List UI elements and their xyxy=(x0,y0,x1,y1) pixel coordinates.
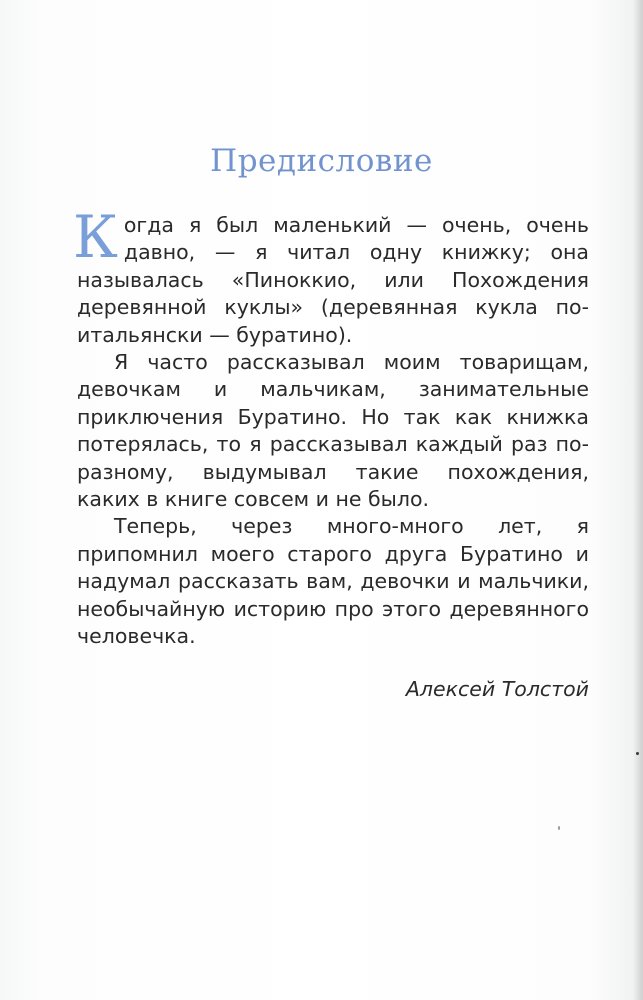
page-title: Предисловие xyxy=(210,143,433,179)
page-edge-shadow xyxy=(633,0,643,1000)
author-signature: Алексей Толстой xyxy=(405,677,589,701)
paragraph-1 xyxy=(73,203,589,349)
paragraph-3: Теперь, через много-много лет, я припомнил моего старого друга Буратино и надумал рассказать вам, девочки и мальчики, необычайную историю про этого деревянного человечка. xyxy=(77,514,589,649)
paper-speck xyxy=(636,752,639,755)
preface-text xyxy=(73,203,589,651)
paper-speck xyxy=(558,826,560,830)
paragraph-1-text: огда я был маленький — очень, очень давно, — я читал одну книжку; она называлась «Пиноккио, или Похождения деревянной куклы» (деревянная кукла по-итальянски — буратино). xyxy=(77,213,589,347)
drop-cap: К xyxy=(73,203,118,271)
paragraph-2: Я часто рассказывал моим товарищам, девочкам и мальчикам, занимательные приключения Буратино. Но так как книжка потерялась, то я рассказывал каждый раз по-разному, выдумывал такие похождения, каких в книге совсем и не было. xyxy=(77,350,589,512)
